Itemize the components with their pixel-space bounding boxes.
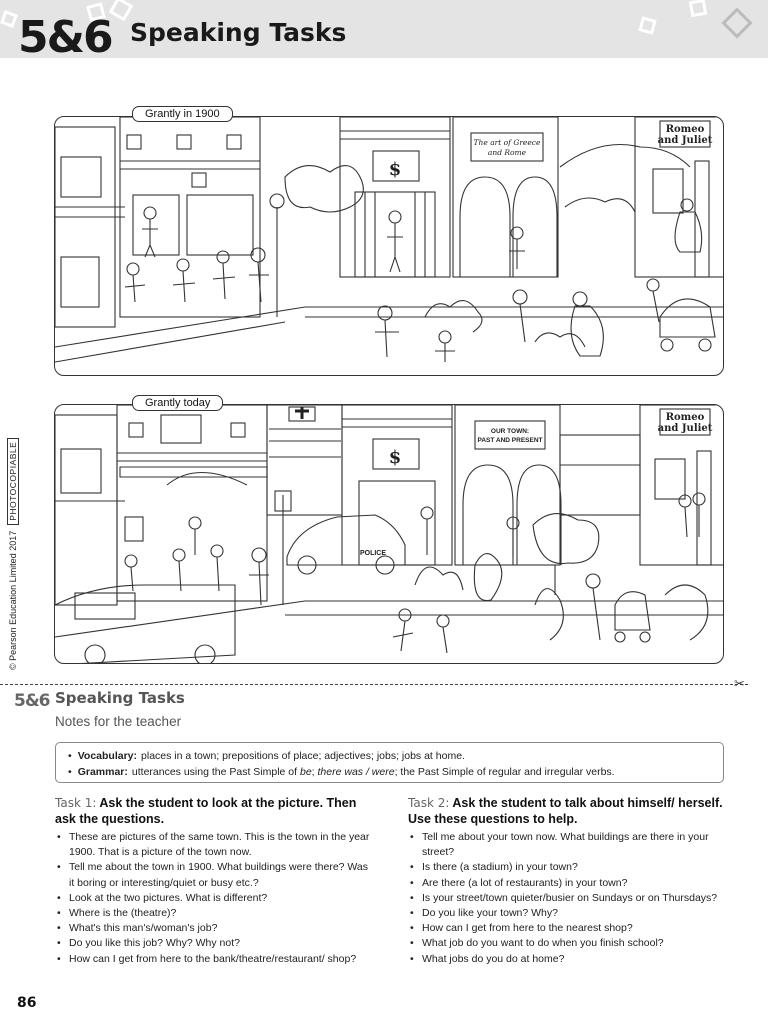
task-2-instruction: Ask the student to talk about himself/ herself. Use these questions to help. — [408, 796, 723, 826]
notes-heading: Notes for the teacher — [55, 714, 182, 729]
cut-line — [0, 684, 748, 685]
task-1-number: Task 1: — [55, 796, 97, 810]
decorative-square — [689, 0, 708, 17]
page-number: 86 — [17, 995, 37, 1011]
list-item: • Tell me about the town in 1900. What buildings were there? Was it boring or interesting/quiet or busy etc.? — [55, 860, 375, 890]
unit-number: 5&6 — [18, 12, 112, 63]
museum-banner-line1: OUR TOWN: — [490, 428, 530, 435]
vocabulary-text: places in a town; prepositions of place; adjectives; jobs; jobs at home. — [141, 750, 465, 762]
theatre-sign-line1: Romeo — [665, 124, 705, 135]
scissors-icon: ✂ — [734, 676, 745, 691]
task-2 — [408, 795, 728, 967]
theatre-sign-line2: and Juliet — [657, 423, 713, 434]
list-item: • How can I get from here to the nearest shop? — [408, 921, 728, 936]
task-1-questions — [55, 830, 375, 967]
task-1-heading — [55, 795, 375, 827]
copyright-text: © Pearson Education Limited 2017 — [8, 530, 18, 670]
picture-grantly-1900 — [54, 116, 724, 376]
task-1-instruction: Ask the student to look at the picture. Then ask the questions. — [55, 796, 357, 826]
town-today-illustration — [55, 405, 724, 664]
list-item: • Look at the two pictures. What is different? — [55, 891, 375, 906]
page-title: Speaking Tasks — [130, 18, 347, 47]
list-item: • Are there (a lot of restaurants) in your town? — [408, 876, 728, 891]
list-item: • Where is the (theatre)? — [55, 906, 375, 921]
vocabulary-grammar-box — [55, 742, 724, 783]
list-item: • These are pictures of the same town. This is the town in the year 1900. That is a picture of the town now. — [55, 830, 375, 860]
task-2-questions — [408, 830, 728, 967]
teacher-section-title: Speaking Tasks — [55, 689, 185, 707]
list-item: • Tell me about your town now. What buildings are there in your street? — [408, 830, 728, 860]
teacher-unit-number: 5&6 — [14, 691, 50, 711]
decorative-square — [721, 7, 752, 38]
list-item: • What job do you want to do when you finish school? — [408, 936, 728, 951]
town-1900-illustration — [55, 117, 724, 376]
list-item: • What's this man's/woman's job? — [55, 921, 375, 936]
list-item: • Is your street/town quieter/busier on Sundays or on Thursdays? — [408, 891, 728, 906]
list-item: • How can I get from here to the bank/theatre/restaurant/ shop? — [55, 952, 375, 967]
decorative-square — [0, 10, 18, 28]
museum-banner-line2: and Rome — [487, 148, 527, 157]
museum-banner-line1: The art of Greece — [473, 138, 541, 147]
picture-label-today: Grantly today — [132, 395, 223, 411]
museum-banner-line2: PAST AND PRESENT — [477, 437, 543, 444]
vocabulary-row: • Vocabulary: places in a town; prepositions of place; adjectives; jobs; jobs at home. — [68, 750, 465, 762]
task-2-number: Task 2: — [408, 796, 450, 810]
picture-label-1900: Grantly in 1900 — [132, 106, 233, 122]
grammar-label: Grammar: — [77, 766, 128, 778]
theatre-sign-line2: and Juliet — [657, 135, 713, 146]
picture-grantly-today — [54, 404, 724, 664]
task-2-heading — [408, 795, 728, 827]
grammar-row: • Grammar: utterances using the Past Simple of be; there was / were; the Past Simple of regular and irregular verbs. — [68, 766, 615, 778]
photocopiable-badge: PHOTOCOPIABLE — [7, 438, 19, 525]
bank-sign: $ — [388, 159, 402, 180]
list-item: • What jobs do you do at home? — [408, 952, 728, 967]
police-car-label: POLICE — [359, 550, 387, 557]
bank-sign: $ — [388, 447, 402, 468]
decorative-square — [638, 16, 656, 34]
page-header — [0, 0, 768, 63]
theatre-sign-line1: Romeo — [665, 412, 705, 423]
task-1 — [55, 795, 375, 967]
grammar-text: utterances using the Past Simple of be; there was / were; the Past Simple of regular and irregular verbs. — [131, 766, 615, 778]
vocabulary-label: Vocabulary: — [77, 750, 138, 762]
list-item: • Is there (a stadium) in your town? — [408, 860, 728, 875]
list-item: • Do you like your town? Why? — [408, 906, 728, 921]
side-copyright — [6, 400, 20, 670]
list-item: • Do you like this job? Why? Why not? — [55, 936, 375, 951]
